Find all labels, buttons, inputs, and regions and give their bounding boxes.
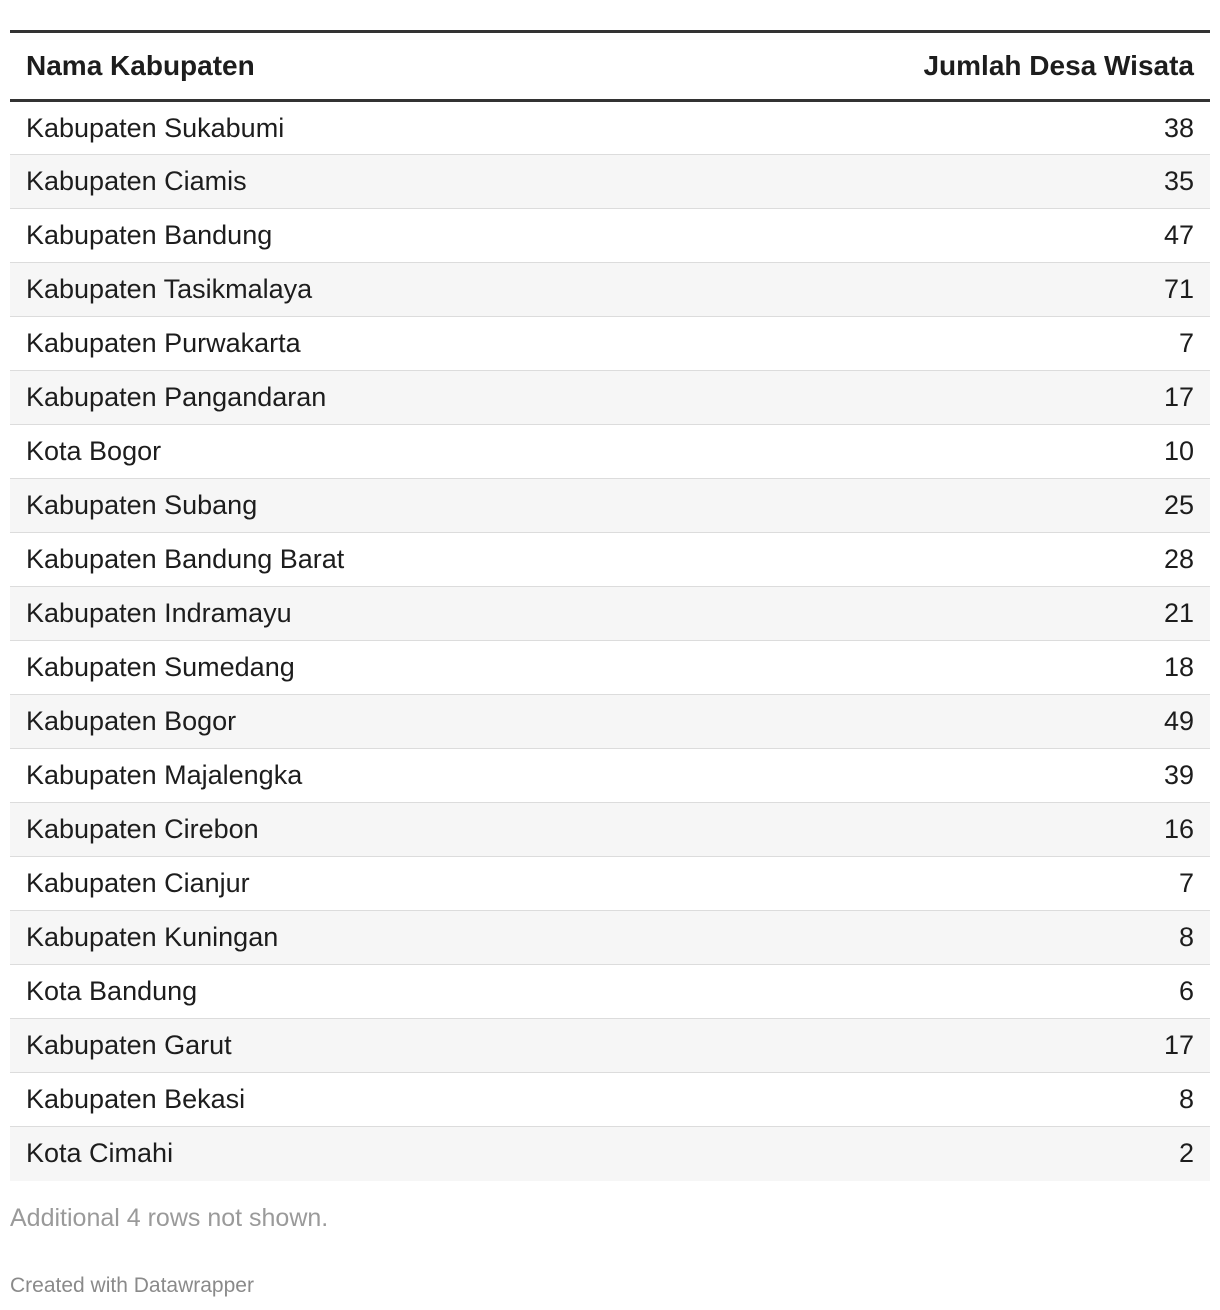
table-row (10, 911, 1210, 965)
cell-region-name: Kabupaten Kuningan (10, 911, 610, 965)
cell-region-name: Kabupaten Bekasi (10, 1073, 610, 1127)
table-row (10, 965, 1210, 1019)
cell-region-name: Kabupaten Garut (10, 1019, 610, 1073)
data-table (10, 30, 1210, 1181)
table-row (10, 263, 1210, 317)
table-body (10, 101, 1210, 1181)
cell-region-name: Kota Bogor (10, 425, 610, 479)
cell-region-name: Kabupaten Ciamis (10, 155, 610, 209)
cell-village-count: 35 (610, 155, 1210, 209)
table-row (10, 587, 1210, 641)
table-row (10, 695, 1210, 749)
cell-region-name: Kabupaten Majalengka (10, 749, 610, 803)
table-row (10, 209, 1210, 263)
cell-village-count: 28 (610, 533, 1210, 587)
column-header-value[interactable]: Jumlah Desa Wisata (923, 50, 1194, 81)
hidden-rows-note: Additional 4 rows not shown. (10, 1204, 329, 1232)
table-row (10, 803, 1210, 857)
cell-village-count: 10 (610, 425, 1210, 479)
cell-village-count: 17 (610, 1019, 1210, 1073)
header-row (10, 32, 1210, 101)
cell-region-name: Kabupaten Cianjur (10, 857, 610, 911)
cell-village-count: 39 (610, 749, 1210, 803)
data-table-container (10, 30, 1210, 1181)
cell-village-count: 47 (610, 209, 1210, 263)
cell-region-name: Kabupaten Tasikmalaya (10, 263, 610, 317)
cell-village-count: 8 (610, 911, 1210, 965)
cell-village-count: 6 (610, 965, 1210, 1019)
table-row (10, 641, 1210, 695)
cell-region-name: Kabupaten Bogor (10, 695, 610, 749)
cell-region-name: Kabupaten Cirebon (10, 803, 610, 857)
cell-region-name: Kabupaten Subang (10, 479, 610, 533)
cell-region-name: Kota Bandung (10, 965, 610, 1019)
datawrapper-credit: Created with Datawrapper (10, 1274, 254, 1297)
table-row (10, 155, 1210, 209)
table-row (10, 533, 1210, 587)
cell-village-count: 8 (610, 1073, 1210, 1127)
cell-village-count: 16 (610, 803, 1210, 857)
table-header (10, 32, 1210, 101)
cell-village-count: 38 (610, 101, 1210, 155)
table-row (10, 101, 1210, 155)
cell-village-count: 49 (610, 695, 1210, 749)
cell-region-name: Kabupaten Purwakarta (10, 317, 610, 371)
cell-village-count: 17 (610, 371, 1210, 425)
column-header-name[interactable]: Nama Kabupaten (26, 50, 255, 81)
cell-village-count: 25 (610, 479, 1210, 533)
cell-village-count: 18 (610, 641, 1210, 695)
cell-region-name: Kabupaten Bandung (10, 209, 610, 263)
table-row (10, 749, 1210, 803)
table-row (10, 1127, 1210, 1181)
cell-village-count: 2 (1178, 1138, 1194, 1169)
cell-region-name: Kabupaten Indramayu (10, 587, 610, 641)
table-row (10, 317, 1210, 371)
table-row (10, 1019, 1210, 1073)
cell-region-name: Kabupaten Pangandaran (10, 371, 610, 425)
cell-village-count: 71 (610, 263, 1210, 317)
table-row (10, 371, 1210, 425)
table-row (10, 857, 1210, 911)
cell-village-count: 21 (610, 587, 1210, 641)
cell-region-name: Kabupaten Sukabumi (10, 101, 610, 155)
cell-region-name: Kabupaten Sumedang (10, 641, 610, 695)
cell-region-name: Kota Cimahi (26, 1138, 174, 1169)
table-row (10, 425, 1210, 479)
table-row (10, 1073, 1210, 1127)
table-row (10, 479, 1210, 533)
cell-village-count: 7 (610, 857, 1210, 911)
cell-village-count: 7 (610, 317, 1210, 371)
cell-region-name: Kabupaten Bandung Barat (10, 533, 610, 587)
